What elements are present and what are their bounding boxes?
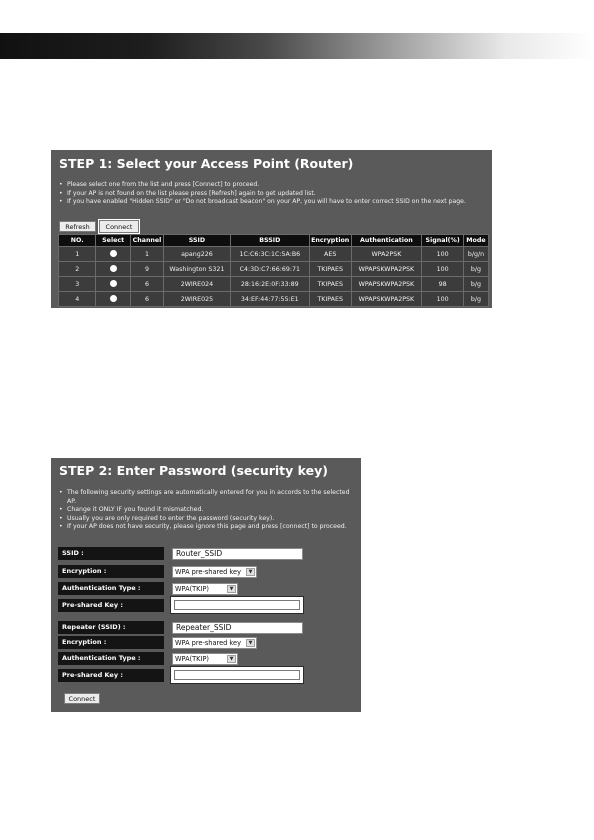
encryption-row	[58, 565, 356, 578]
cell-mode: b/g	[463, 292, 488, 307]
ssid-row	[58, 547, 356, 560]
cell-ssid: apang226	[164, 247, 231, 262]
auth-type-select-value: WPA(TKIP)	[175, 585, 210, 593]
column-header-signal: Signal(%)	[422, 235, 464, 247]
step1-notes	[58, 181, 488, 207]
column-header-authentication: Authentication	[351, 235, 422, 247]
cell-channel: 6	[130, 292, 163, 307]
repeater-auth-type-select-value: WPA(TKIP)	[175, 655, 210, 663]
cell-bssid: C4:3D:C7:66:69:71	[230, 262, 309, 277]
cell-select[interactable]	[96, 262, 130, 277]
cell-mode: b/g/n	[463, 247, 488, 262]
ssid-label: SSID :	[58, 547, 164, 560]
cell-no: 2	[59, 262, 96, 277]
cell-authentication: WPA2PSK	[351, 247, 422, 262]
step2-note: • Usually you are only required to enter the password (security key).	[58, 515, 358, 524]
auth-type-label: Authentication Type :	[58, 582, 164, 595]
table-header-row	[59, 235, 489, 247]
cell-signal: 100	[422, 292, 464, 307]
step1-panel	[51, 150, 492, 308]
cell-no: 3	[59, 277, 96, 292]
cell-authentication: WPAPSKWPA2PSK	[351, 262, 422, 277]
repeater-pre-shared-key-row	[58, 669, 356, 682]
repeater-encryption-row	[58, 636, 356, 649]
cell-no: 4	[59, 292, 96, 307]
cell-encryption: AES	[309, 247, 351, 262]
repeater-auth-type-row	[58, 652, 356, 665]
connect-button[interactable]: Connect	[64, 693, 100, 704]
repeater-auth-type-select[interactable]	[172, 653, 238, 665]
cell-channel: 9	[130, 262, 163, 277]
access-point-table	[58, 234, 489, 307]
step2-note: • Change it ONLY IF you found it mismatched.	[58, 506, 358, 515]
repeater-pre-shared-key-label: Pre-shared Key :	[58, 669, 164, 682]
cell-authentication: WPAPSKWPA2PSK	[351, 277, 422, 292]
cell-no: 1	[59, 247, 96, 262]
table-row[interactable]	[59, 277, 489, 292]
cell-bssid: 1C:C6:3C:1C:5A:B6	[230, 247, 309, 262]
column-header-bssid: BSSID	[230, 235, 309, 247]
cell-signal: 100	[422, 262, 464, 277]
radio-button-icon[interactable]	[110, 250, 117, 257]
repeater-ssid-row	[58, 621, 356, 634]
radio-button-icon[interactable]	[110, 295, 117, 302]
step2-title: STEP 2: Enter Password (security key)	[59, 463, 328, 478]
pre-shared-key-input[interactable]	[174, 600, 300, 610]
cell-select[interactable]	[96, 292, 130, 307]
cell-signal: 98	[422, 277, 464, 292]
repeater-encryption-label: Encryption :	[58, 636, 164, 649]
cell-channel: 6	[130, 277, 163, 292]
cell-ssid: Washington S321	[164, 262, 231, 277]
column-header-no: NO.	[59, 235, 96, 247]
column-header-channel: Channel	[130, 235, 163, 247]
radio-button-icon[interactable]	[110, 280, 117, 287]
chevron-down-icon[interactable]: ▼	[246, 639, 255, 647]
column-header-encryption: Encryption	[309, 235, 351, 247]
column-header-select: Select	[96, 235, 130, 247]
connect-button[interactable]: Connect	[99, 220, 139, 233]
step2-panel	[51, 458, 361, 712]
cell-signal: 100	[422, 247, 464, 262]
cell-ssid: 2WIRE025	[164, 292, 231, 307]
repeater-ssid-input[interactable]: Repeater_SSID	[172, 622, 303, 634]
pre-shared-key-field[interactable]	[171, 597, 303, 613]
step2-notes	[58, 489, 358, 532]
chevron-down-icon[interactable]: ▼	[227, 655, 236, 663]
step1-note: • If you have enabled "Hidden SSID" or "Do not broadcast beacon" on your AP, you will have to enter correct SSID on the next page.	[58, 198, 488, 207]
chevron-down-icon[interactable]: ▼	[227, 585, 236, 593]
repeater-ssid-label: Repeater (SSID) :	[58, 621, 164, 634]
auth-type-select[interactable]	[172, 583, 238, 595]
step2-note: • If your AP does not have security, please ignore this page and press [connect] to proceed.	[58, 523, 358, 532]
cell-bssid: 34:EF:44:77:55:E1	[230, 292, 309, 307]
table-row[interactable]	[59, 262, 489, 277]
refresh-button[interactable]: Refresh	[59, 221, 96, 232]
cell-mode: b/g	[463, 277, 488, 292]
column-header-ssid: SSID	[164, 235, 231, 247]
cell-mode: b/g	[463, 262, 488, 277]
ssid-input[interactable]: Router_SSID	[172, 548, 303, 560]
radio-button-icon[interactable]	[110, 265, 117, 272]
auth-type-row	[58, 582, 356, 595]
page-header-bar	[0, 33, 594, 59]
cell-encryption: TKIPAES	[309, 292, 351, 307]
cell-channel: 1	[130, 247, 163, 262]
cell-authentication: WPAPSKWPA2PSK	[351, 292, 422, 307]
pre-shared-key-row	[58, 599, 356, 612]
column-header-mode: Mode	[463, 235, 488, 247]
repeater-auth-type-label: Authentication Type :	[58, 652, 164, 665]
cell-encryption: TKIPAES	[309, 277, 351, 292]
cell-ssid: 2WIRE024	[164, 277, 231, 292]
step2-note: • The following security settings are automatically entered for you in accords to the selected AP.	[58, 489, 358, 506]
chevron-down-icon[interactable]: ▼	[246, 568, 255, 576]
repeater-pre-shared-key-field[interactable]	[171, 667, 303, 683]
step1-note: • Please select one from the list and press [Connect] to proceed.	[58, 181, 488, 190]
pre-shared-key-label: Pre-shared Key :	[58, 599, 164, 612]
cell-encryption: TKIPAES	[309, 262, 351, 277]
encryption-select[interactable]	[172, 566, 257, 578]
cell-select[interactable]	[96, 277, 130, 292]
table-row[interactable]	[59, 247, 489, 262]
repeater-encryption-select[interactable]	[172, 637, 257, 649]
repeater-encryption-select-value: WPA pre-shared key	[175, 639, 241, 647]
step1-title: STEP 1: Select your Access Point (Router)	[59, 156, 354, 171]
cell-select[interactable]	[96, 247, 130, 262]
repeater-pre-shared-key-input[interactable]	[174, 670, 300, 680]
encryption-select-value: WPA pre-shared key	[175, 568, 241, 576]
cell-bssid: 28:16:2E:0F:33:89	[230, 277, 309, 292]
step1-note: • If your AP is not found on the list please press [Refresh] again to get updated list.	[58, 190, 488, 199]
encryption-label: Encryption :	[58, 565, 164, 578]
table-row[interactable]	[59, 292, 489, 307]
